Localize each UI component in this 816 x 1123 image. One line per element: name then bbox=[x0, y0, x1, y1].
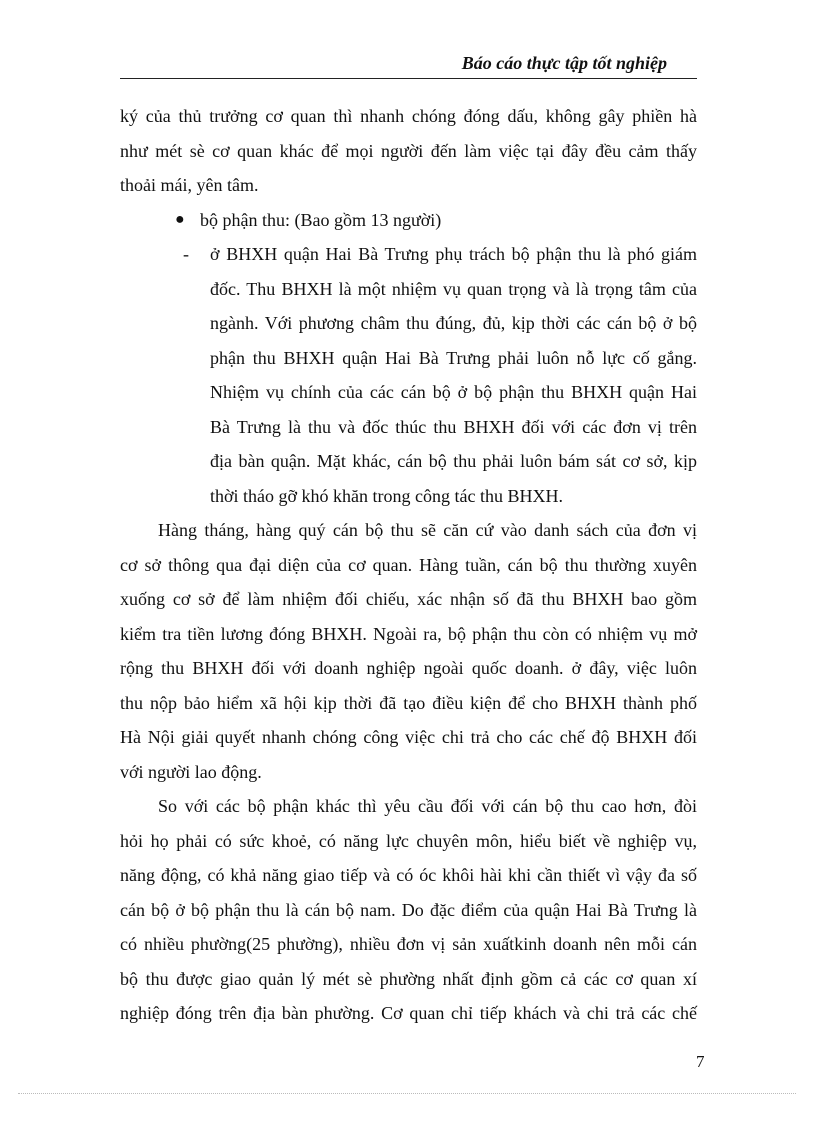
text-line: rộng thu BHXH đối với doanh nghiệp ngoài quốc doanh. ở đây, việc luôn bbox=[120, 658, 697, 678]
page-content bbox=[120, 99, 697, 1031]
text-line: ngành. Với phương châm thu đúng, đủ, kịp thời các cán bộ ở bộ bbox=[210, 313, 697, 333]
text-line: đốc. Thu BHXH là một nhiệm vụ quan trọng và là trọng tâm của bbox=[210, 278, 697, 299]
text-line: cán bộ ở bộ phận thu là cán bộ nam. Do đặc điểm của quận Hai Bà Trưng là bbox=[120, 899, 697, 920]
paragraph-requirements bbox=[120, 789, 697, 1031]
text-line: ký của thủ trưởng cơ quan thì nhanh chóng đóng dấu, không gây phiền hà bbox=[120, 106, 697, 126]
dash-line-text: ở BHXH quận Hai Bà Trưng phụ trách bộ phận thu là phó giám bbox=[210, 244, 697, 264]
text-line: So với các bộ phận khác thì yêu cầu đối với cán bộ thu cao hơn, đòi bbox=[158, 796, 697, 816]
bullet-item bbox=[120, 203, 697, 238]
text-line: cơ sở thông qua đại diện của cơ quan. Hàng tuần, cán bộ thu thường xuyên bbox=[120, 554, 697, 575]
text-line: nghiệp đóng trên địa bàn phường. Cơ quan chỉ tiếp khách và chi trả các chế bbox=[120, 1003, 697, 1023]
text-line: Hà Nội giải quyết nhanh chóng công việc chi trả cho các chế độ BHXH đối bbox=[120, 727, 697, 747]
text-line: kiểm tra tiền lương đóng BHXH. Ngoài ra, bộ phận thu còn có nhiệm vụ mở bbox=[120, 623, 697, 644]
text-line: địa bàn quận. Mặt khác, cán bộ thu phải luôn bám sát cơ sở, kịp bbox=[210, 451, 697, 471]
text-line: thu nộp bảo hiểm xã hội kịp thời đã tạo điều kiện để cho BHXH thành phố bbox=[120, 692, 697, 713]
bullet-dot-icon: ● bbox=[175, 210, 185, 228]
dash-icon: - bbox=[183, 244, 189, 264]
text-line: thoải mái, yên tâm. bbox=[120, 175, 259, 195]
footer-divider bbox=[18, 1093, 796, 1094]
paragraph-collection bbox=[120, 513, 697, 789]
text-line bbox=[183, 237, 697, 272]
page-number: 7 bbox=[696, 1052, 705, 1071]
bullet-label: bộ phận thu: (Bao gồm 13 người) bbox=[200, 209, 442, 230]
text-line: phận thu BHXH quận Hai Bà Trưng phải luôn nỗ lực cố gắng. bbox=[210, 347, 697, 368]
page-header bbox=[120, 48, 697, 79]
text-line: bộ thu được giao quản lý mét sè phường nhất định gồm cả các cơ quan xí bbox=[120, 968, 697, 989]
text-line: hỏi họ phải có sức khoẻ, có năng lực chuyên môn, hiểu biết về nghiệp vụ, bbox=[120, 830, 697, 851]
text-line: thời tháo gỡ khó khăn trong công tác thu BHXH. bbox=[210, 485, 563, 506]
text-line: Hàng tháng, hàng quý cán bộ thu sẽ căn cứ vào danh sách của đơn vị bbox=[158, 520, 697, 540]
text-line: có nhiều phường(25 phường), nhiều đơn vị sản xuấtkinh doanh nên mỗi cán bbox=[120, 934, 697, 954]
text-line: năng động, có khả năng giao tiếp và có óc khôi hài khi cần thiết vì vậy đa số bbox=[120, 865, 697, 885]
text-line: Bà Trưng là thu và đốc thúc thu BHXH đối với các đơn vị trên bbox=[210, 416, 697, 437]
dash-item bbox=[120, 237, 697, 513]
header-title: Báo cáo thực tập tốt nghiệp bbox=[461, 53, 667, 73]
intro-paragraph bbox=[120, 99, 697, 203]
text-line: xuống cơ sở để làm nhiệm đối chiếu, xác nhận số đã thu BHXH bao gồm bbox=[120, 589, 697, 609]
text-line: như mét sè cơ quan khác để mọi người đến làm việc tại đây đều cảm thấy bbox=[120, 140, 697, 161]
text-line: với người lao động. bbox=[120, 761, 262, 782]
text-line: Nhiệm vụ chính của các cán bộ ở bộ phận thu BHXH quận Hai bbox=[210, 382, 697, 402]
